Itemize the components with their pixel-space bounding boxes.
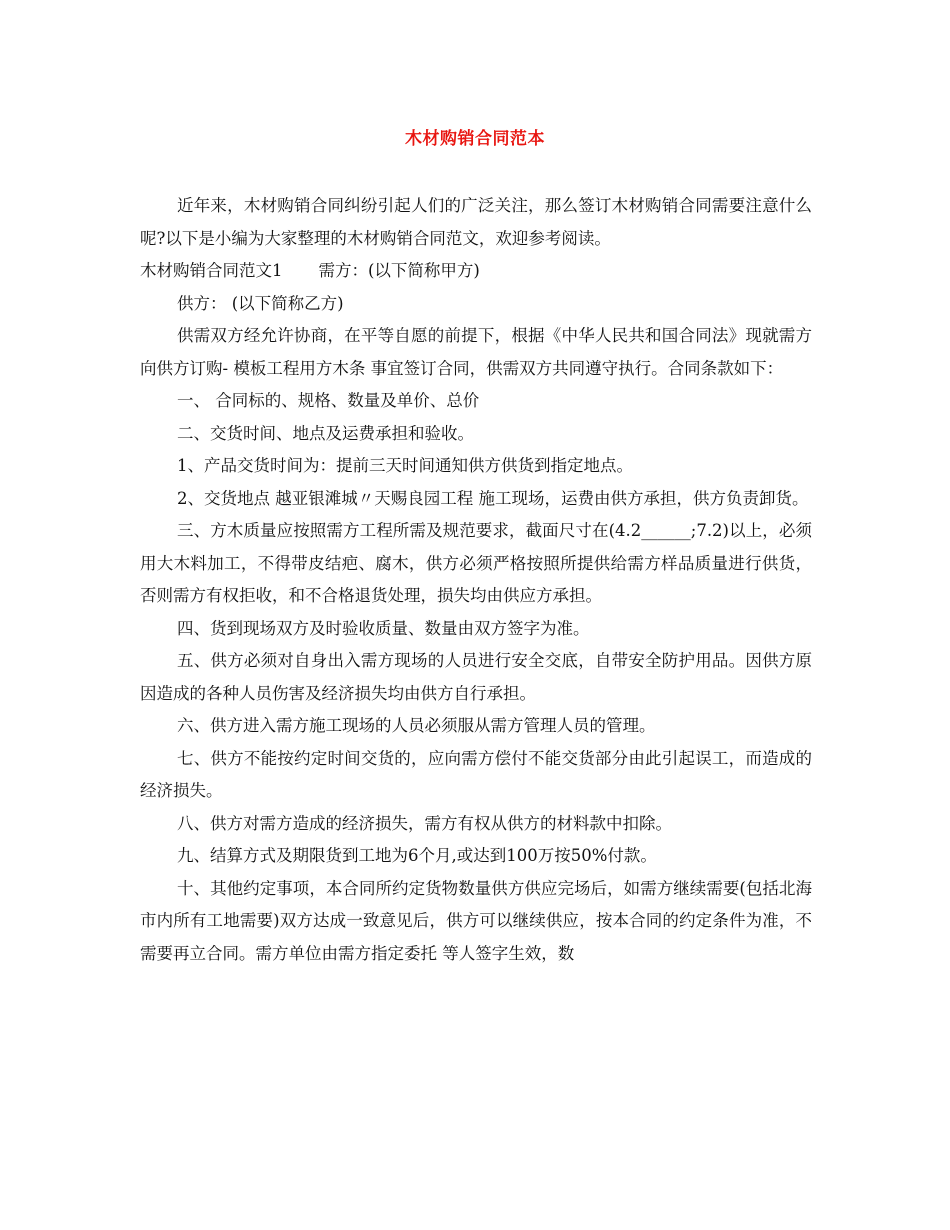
clause-paragraph: 一、 合同标的、规格、数量及单价、总价 [177, 391, 480, 410]
clause-paragraph: 八、供方对需方造成的经济损失，需方有权从供方的材料款中扣除。 [177, 813, 672, 833]
buyer-line: 需方：(以下简称甲方) [318, 261, 480, 280]
clause-paragraph: 七、供方不能按约定时间交货的，应向需方偿付不能交货部分由此引起误工，而造成的经济损失。 [140, 748, 812, 800]
clause-paragraph: 四、货到现场双方及时验收质量、数量由双方签字为准。 [177, 618, 590, 638]
preamble-paragraph: 供需双方经允许协商，在平等自愿的前提下，根据《中华人民共和国合同法》现就需方向供方订购- 模板工程用方木条 事宜签订合同，供需双方共同遵守执行。合同条款如下： [140, 326, 812, 378]
clause-paragraph: 五、供方必须对自身出入需方现场的人员进行安全交底，自带安全防护用品。因供方原因造成的各种人员伤害及经济损失均由供方自行承担。 [140, 651, 812, 703]
clause-paragraph: 六、供方进入需方施工现场的人员必须服从需方管理人员的管理。 [177, 716, 656, 735]
clause-paragraph: 1、产品交货时间为：提前三天时间通知供方供货到指定地点。 [177, 456, 633, 475]
clause-paragraph: 十、其他约定事项，本合同所约定货物数量供方供应完场后，如需方继续需要(包括北海市内所有工地需要)双方达成一致意见后，供方可以继续供应，按本合同的约定条件为准，不需要再立合同。需方单位由需方指定委托 等人签字生效，数 [140, 878, 812, 963]
seller-line: 供方： (以下简称乙方) [177, 293, 344, 313]
sample-label: 木材购销合同范文1 [140, 261, 283, 280]
clause-paragraph: 三、方木质量应按照需方工程所需及规范要求，截面尺寸在(4.2______;7.2)以上，必须用大木料加工，不得带皮结疤、腐木，供方必须严格按照所提供给需方样品质量进行供货，否则需方有权拒收，和不合格退货处理，损失均由供应方承担。 [140, 521, 812, 605]
document-body [140, 190, 812, 970]
sample-line [140, 255, 812, 288]
intro-paragraph: 近年来，木材购销合同纠纷引起人们的广泛关注，那么签订木材购销合同需要注意什么呢?以下是小编为大家整理的木材购销合同范文，欢迎参考阅读。 [140, 196, 812, 248]
clause-paragraph: 九、结算方式及期限货到工地为6个月,或达到100万按50%付款。 [177, 846, 657, 865]
clause-paragraph: 二、交货时间、地点及运费承担和验收。 [177, 423, 474, 443]
document-title: 木材购销合同范本 [405, 129, 545, 149]
clause-paragraph: 2、交货地点 越亚银滩城〃天赐良园工程 施工现场，运费由供方承担，供方负责卸货。 [177, 488, 809, 508]
